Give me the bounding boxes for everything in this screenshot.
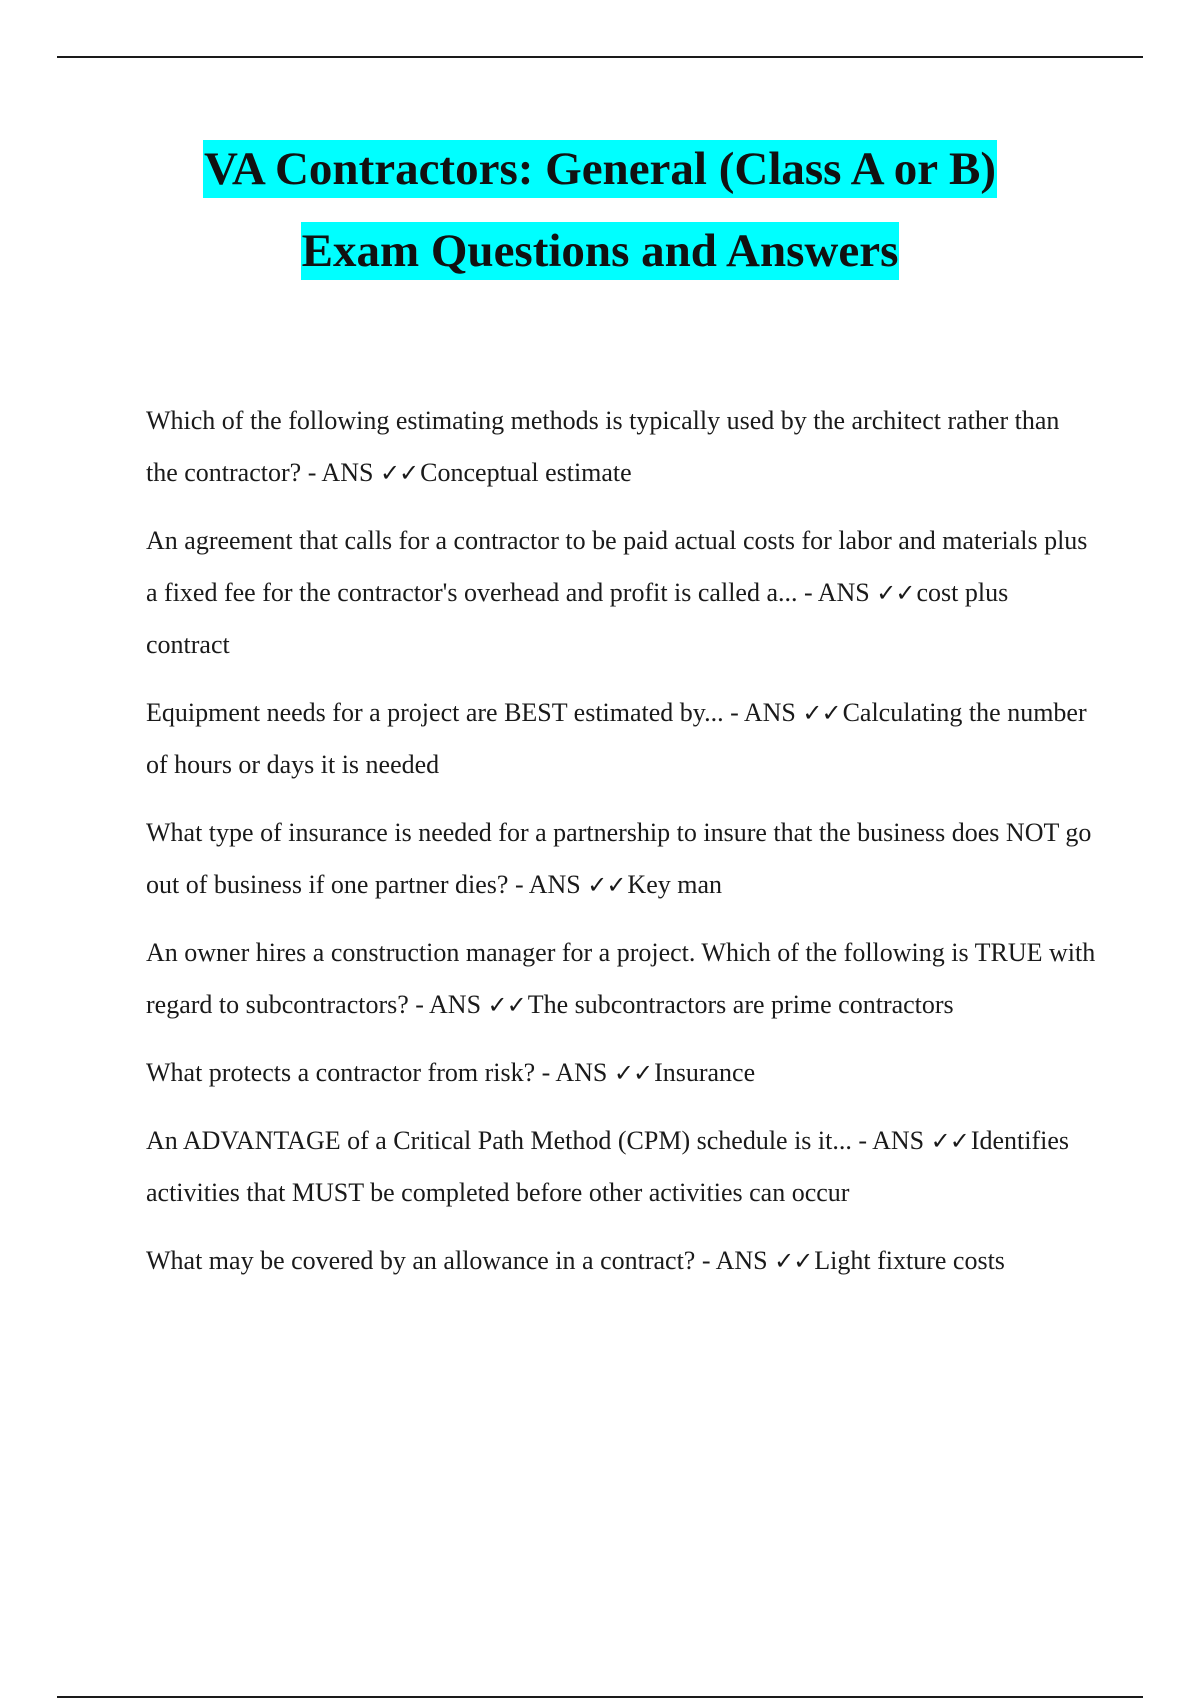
answer-text: cost plus contract — [146, 578, 1009, 659]
title-line-2: Exam Questions and Answers — [301, 222, 900, 280]
answer-text: Insurance — [654, 1058, 756, 1087]
qa-list — [146, 395, 1096, 1303]
ans-label: ANS — [743, 698, 796, 727]
ans-label: ANS — [429, 990, 482, 1019]
answer-text: Calculating the number of hours or days it is needed — [146, 698, 1087, 779]
question-text: Which of the following estimating methods is typically used by the architect rather than the contractor? - — [146, 406, 1060, 487]
double-check-icon: ✓✓ — [774, 1247, 813, 1275]
ans-label: ANS — [715, 1246, 768, 1275]
qa-item — [146, 1235, 1096, 1287]
answer-text: Key man — [627, 870, 723, 899]
qa-item — [146, 395, 1096, 499]
ans-label: ANS — [872, 1126, 925, 1155]
ans-label: ANS — [817, 578, 870, 607]
ans-label: ANS — [528, 870, 581, 899]
ans-label: ANS — [321, 458, 374, 487]
answer-text: Identifies activities that MUST be completed before other activities can occur — [146, 1126, 1070, 1207]
double-check-icon: ✓✓ — [379, 459, 419, 487]
question-text: An owner hires a construction manager for a project. Which of the following is TRUE with regard to subcontractors? - — [146, 938, 1096, 1019]
question-text: What protects a contractor from risk? - — [146, 1058, 556, 1087]
double-check-icon: ✓✓ — [876, 579, 915, 607]
title-line-1: VA Contractors: General (Class A or B) — [203, 140, 997, 198]
double-check-icon: ✓✓ — [802, 699, 841, 727]
double-check-icon: ✓✓ — [930, 1127, 969, 1155]
question-text: An agreement that calls for a contractor to be paid actual costs for labor and materials plus a fixed fee for the contractor's overhead and profit is called a... - — [146, 526, 1088, 607]
question-text: What type of insurance is needed for a partnership to insure that the business does NOT go out of business if one partner dies? - — [146, 818, 1092, 899]
double-check-icon: ✓✓ — [487, 991, 526, 1019]
qa-item — [146, 807, 1096, 911]
qa-item — [146, 927, 1096, 1031]
answer-text: Conceptual estimate — [420, 458, 632, 487]
question-text: An ADVANTAGE of a Critical Path Method (CPM) schedule is it... - — [146, 1126, 873, 1155]
ans-label: ANS — [555, 1058, 608, 1087]
answer-text: The subcontractors are prime contractors — [527, 990, 954, 1019]
answer-text: Light fixture costs — [814, 1246, 1005, 1275]
double-check-icon: ✓✓ — [613, 1059, 653, 1087]
qa-item — [146, 1115, 1096, 1219]
question-text: What may be covered by an allowance in a contract? - — [146, 1246, 716, 1275]
bottom-rule — [57, 1696, 1143, 1698]
question-text: Equipment needs for a project are BEST estimated by... - — [146, 698, 744, 727]
qa-item — [146, 1047, 1096, 1099]
top-rule — [57, 56, 1143, 58]
qa-item — [146, 687, 1096, 791]
document-title — [0, 140, 1200, 304]
double-check-icon: ✓✓ — [587, 871, 626, 899]
qa-item — [146, 515, 1096, 671]
